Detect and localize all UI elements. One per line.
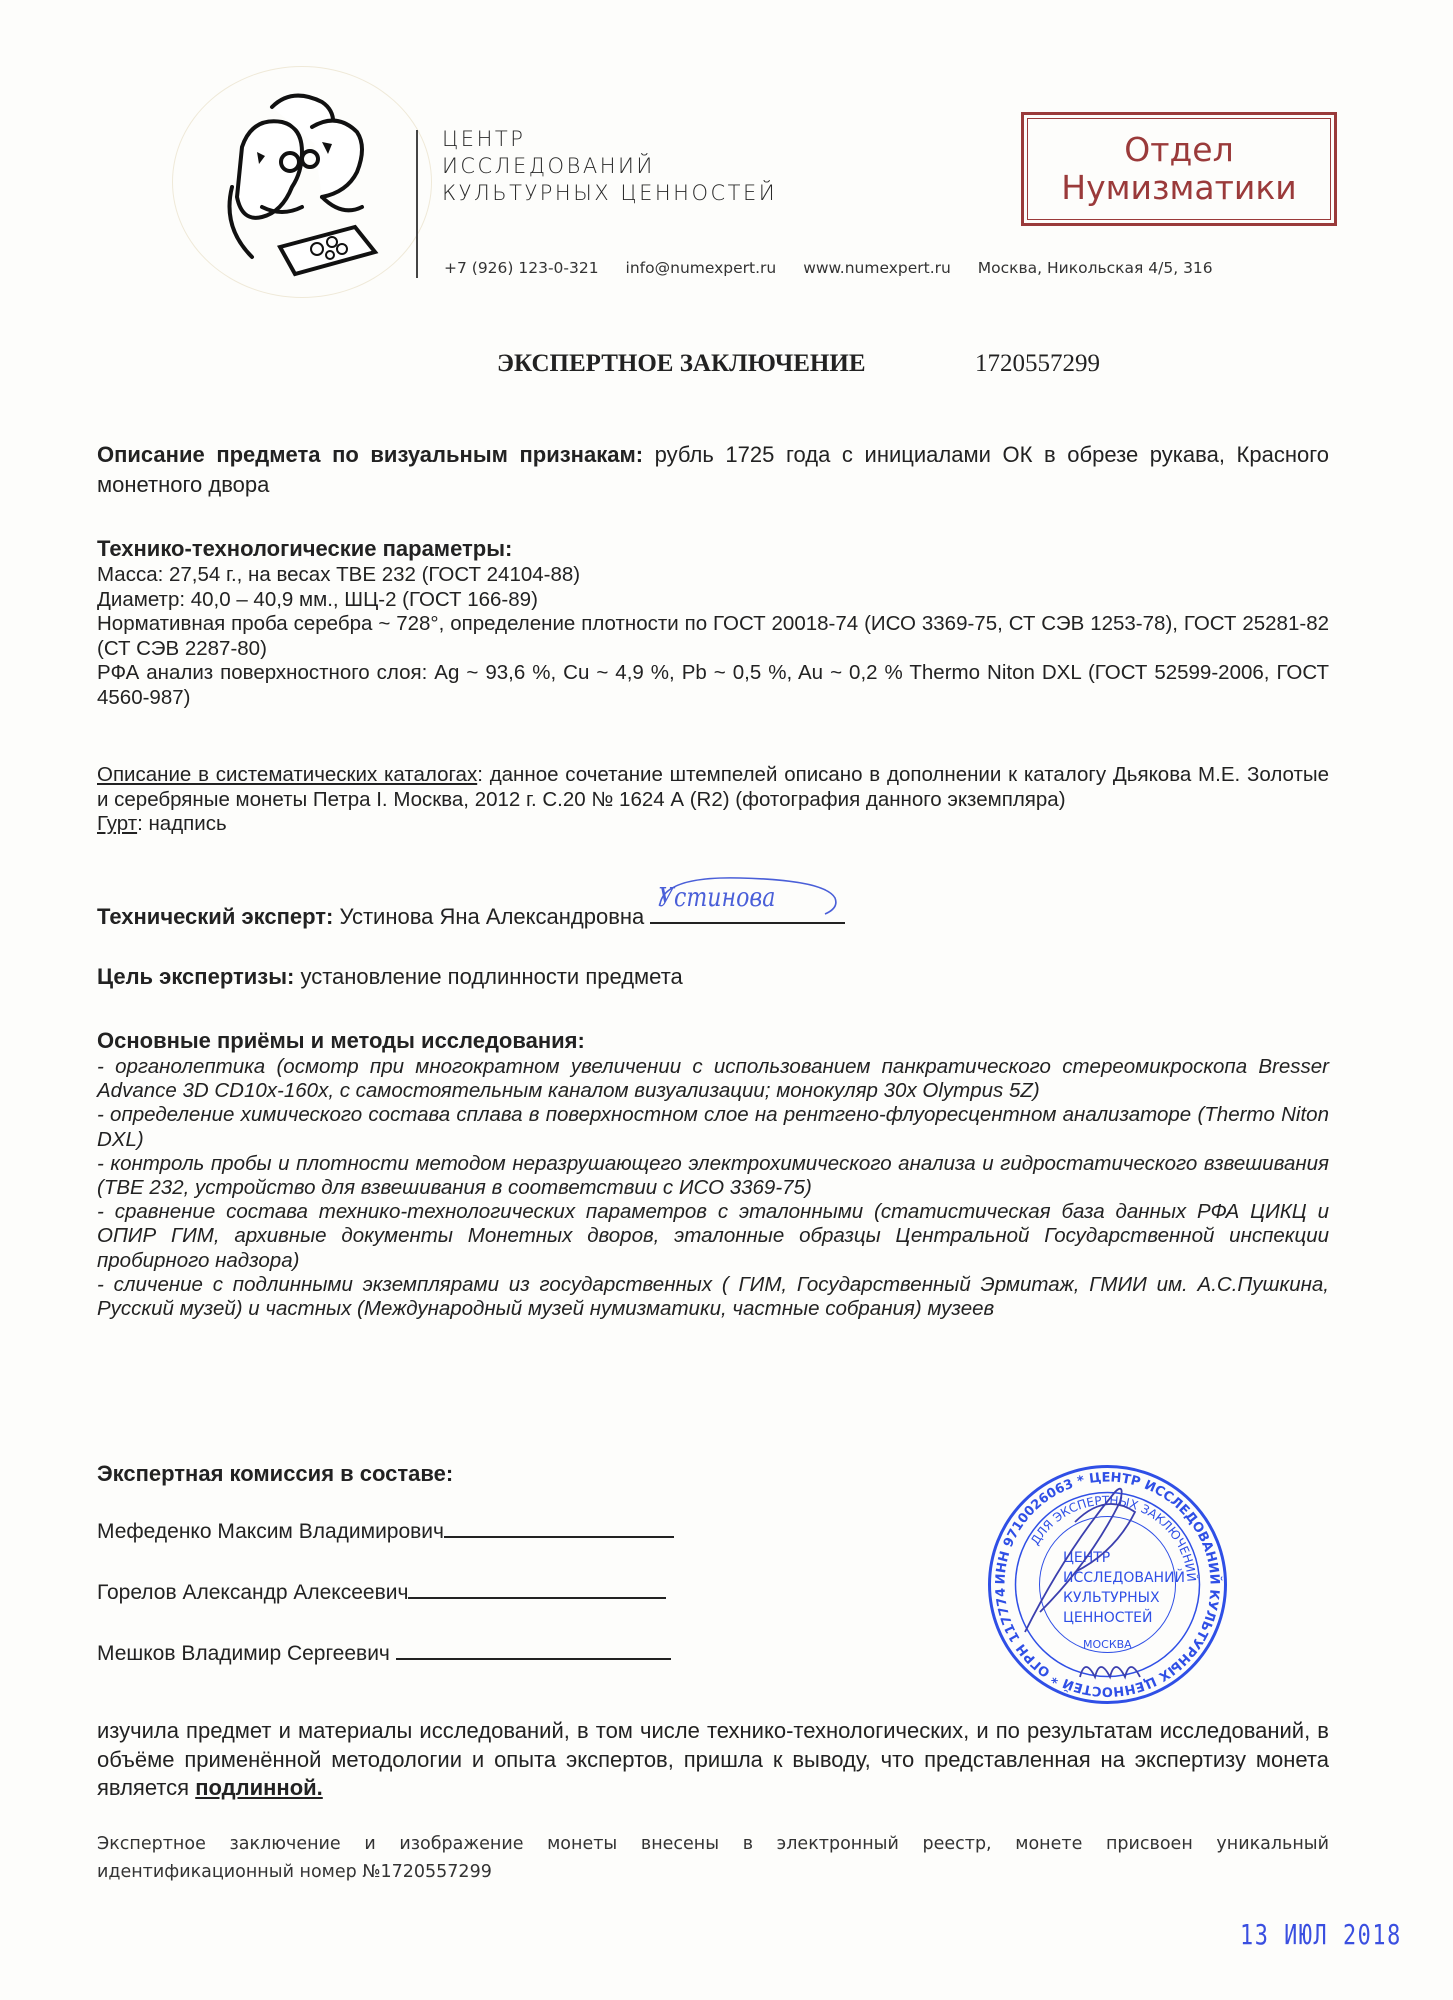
methods-section — [97, 1027, 1329, 1321]
registry-note: Экспертное заключение и изображение монеты внесены в электронный реестр, монете присвоен уникальный идентификационный номер №1720557299 — [97, 1834, 1329, 1882]
member-signature-line — [408, 1581, 666, 1599]
document-title: ЭКСПЕРТНОЕ ЗАКЛЮЧЕНИЕ — [497, 350, 866, 377]
conclusion-text: изучила предмет и материалы исследований, в том числе технико-технологических, и по результатам исследований, в объёме применённой методологии и опыта экспертов, пришла к выводу, что представленная на экспертизу монета является — [97, 1718, 1329, 1800]
commission-member — [97, 1520, 674, 1544]
member-name: Горелов Александр Алексеевич — [97, 1581, 409, 1604]
department-line: Нумизматики — [1061, 168, 1297, 207]
catalog-label: Описание в систематических каталогах — [97, 763, 478, 786]
method-item: - определение химического состава сплава в поверхностном слое на рентгено-флуоресцентном анализаторе (Thermo Niton DXL) — [97, 1103, 1329, 1151]
conclusion-verdict: подлинной. — [195, 1775, 323, 1800]
method-item: - сличение с подлинными экземплярами из государственных ( ГИМ, Государственный Эрмитаж, ГМИИ им. А.С.Пушкина, Русский музей) и частных (Международный музей нумизматики, частные собрания) музеев — [97, 1272, 1329, 1321]
commission-heading: Экспертная комиссия в составе: — [97, 1461, 454, 1486]
commission-member — [97, 1581, 666, 1605]
official-seal — [985, 1462, 1230, 1707]
purpose-value: установление подлинности предмета — [300, 964, 683, 989]
tech-expert-signature-line — [650, 883, 845, 924]
document-number: 1720557299 — [975, 350, 1100, 377]
department-badge — [1021, 112, 1337, 226]
phone-link[interactable]: +7 (926) 123-0-321 — [444, 259, 599, 277]
seal-outer-text: ИНН 9710026063 * ЦЕНТР ИССЛЕДОВАНИЙ КУЛЬТУРНЫХ ЦЕННОСТЕЙ * ОГРН 117774 — [993, 1470, 1222, 1699]
seal-city: МОСКВА — [1083, 1638, 1132, 1651]
tech-param-diameter: Диаметр: 40,0 – 40,9 мм., ШЦ-2 (ГОСТ 166-89) — [97, 587, 538, 611]
contacts-bar — [444, 259, 1235, 277]
purpose-row — [97, 965, 1329, 990]
address-text: Москва, Никольская 4/5, 316 — [977, 259, 1213, 277]
email-link[interactable]: info@numexpert.ru — [625, 259, 777, 277]
tech-params-section — [97, 535, 1329, 710]
method-item: - сравнение состава технико-технологических параметров с эталонными (статистическая база данных РФА ЦИКЦ и ОПИР ГИМ, архивные документы Монетных дворов, эталонные образцы Центральной Государственной инспекции пробирного надзора) — [97, 1200, 1329, 1272]
methods-heading: Основные приёмы и методы исследования: — [97, 1028, 585, 1053]
catalog-section — [97, 763, 1329, 837]
numismatists-logo-icon — [202, 87, 402, 277]
seal-center-line: КУЛЬТУРНЫХ — [1063, 1590, 1160, 1606]
tech-expert-name: Устинова Яна Александровна — [339, 904, 645, 929]
header-divider — [416, 130, 418, 278]
seal-inner-text: ДЛЯ ЭКСПЕРТНЫХ ЗАКЛЮЧЕНИЙ — [1027, 1493, 1199, 1583]
org-name-line: ИССЛЕДОВАНИЙ — [442, 154, 655, 178]
conclusion-paragraph — [97, 1717, 1329, 1803]
method-item: - контроль пробы и плотности методом неразрушающего электрохимического анализа и гидростатического взвешивания (ТВЕ 232, устройство для взвешивания в соответствии с ИСО 3369-75) — [97, 1151, 1329, 1200]
member-signature-line — [444, 1520, 674, 1538]
tech-params-heading: Технико-технологические параметры: — [97, 536, 513, 561]
website-link[interactable]: www.numexpert.ru — [803, 259, 951, 277]
catalog-value: : данное сочетание штемпелей описано в дополнении к каталогу Дьякова М.Е. Золотые и серебряные монеты Петра I. Москва, 2012 г. С.20 № 1624 А (R2) (фотография данного экземпляра) — [97, 763, 1329, 811]
org-logo — [172, 66, 432, 298]
tech-expert-row — [97, 883, 1329, 930]
tech-param-fineness: Нормативная проба серебра ~ 728°, определение плотности по ГОСТ 20018-74 (ИСО 3369-75, СТ СЭВ 1253-78), ГОСТ 25281-82 (СТ СЭВ 2287-80) — [97, 612, 1329, 660]
tech-param-mass: Масса: 27,54 г., на весах ТВЕ 232 (ГОСТ 24104-88) — [97, 563, 581, 586]
tech-expert-signature: Устинова — [658, 883, 776, 913]
seal-stamp-icon — [985, 1462, 1230, 1707]
description-value: рубль 1725 года с инициалами ОК в обрезе рукава, Красного монетного двора — [97, 442, 1329, 497]
seal-center-line: ЦЕНТР — [1063, 1550, 1111, 1566]
member-name: Мешков Владимир Сергеевич — [97, 1642, 390, 1665]
org-name-line: ЦЕНТР — [442, 127, 526, 151]
edge-label: Гурт — [97, 812, 138, 835]
tech-expert-label: Технический эксперт: — [97, 904, 334, 929]
method-item: - органолептика (осмотр при многократном увеличении с использованием панкратического стереомикроскопа Bresser Advance 3D CD10x-160x, с самостоятельным каналом визуализации; монокуляр 30x Olympus 5Z) — [97, 1055, 1329, 1103]
tech-param-xrf: РФА анализ поверхностного слоя: Ag ~ 93,6 %, Cu ~ 4,9 %, Pb ~ 0,5 %, Au ~ 0,2 % Thermo Niton DXL (ГОСТ 52599-2006, ГОСТ 4560-987) — [97, 661, 1329, 709]
description-label: Описание предмета по визуальным признакам: — [97, 442, 644, 467]
member-signature-line — [396, 1642, 671, 1660]
seal-center-line: ИССЛЕДОВАНИЙ — [1063, 1570, 1186, 1586]
seal-center-line: ЦЕННОСТЕЙ — [1063, 1610, 1153, 1626]
purpose-label: Цель экспертизы: — [97, 964, 295, 989]
member-name: Мефеденко Максим Владимирович — [97, 1520, 444, 1543]
department-line: Отдел — [1124, 130, 1234, 169]
date-stamp: 13 ИЮЛ 2018 — [1240, 1918, 1402, 1951]
org-name-line: КУЛЬТУРНЫХ ЦЕННОСТЕЙ — [442, 181, 778, 205]
edge-value: : надпись — [137, 812, 227, 835]
org-name — [442, 126, 777, 207]
commission-member — [97, 1642, 671, 1666]
signature-loop-icon — [640, 874, 850, 926]
item-description — [97, 440, 1329, 500]
